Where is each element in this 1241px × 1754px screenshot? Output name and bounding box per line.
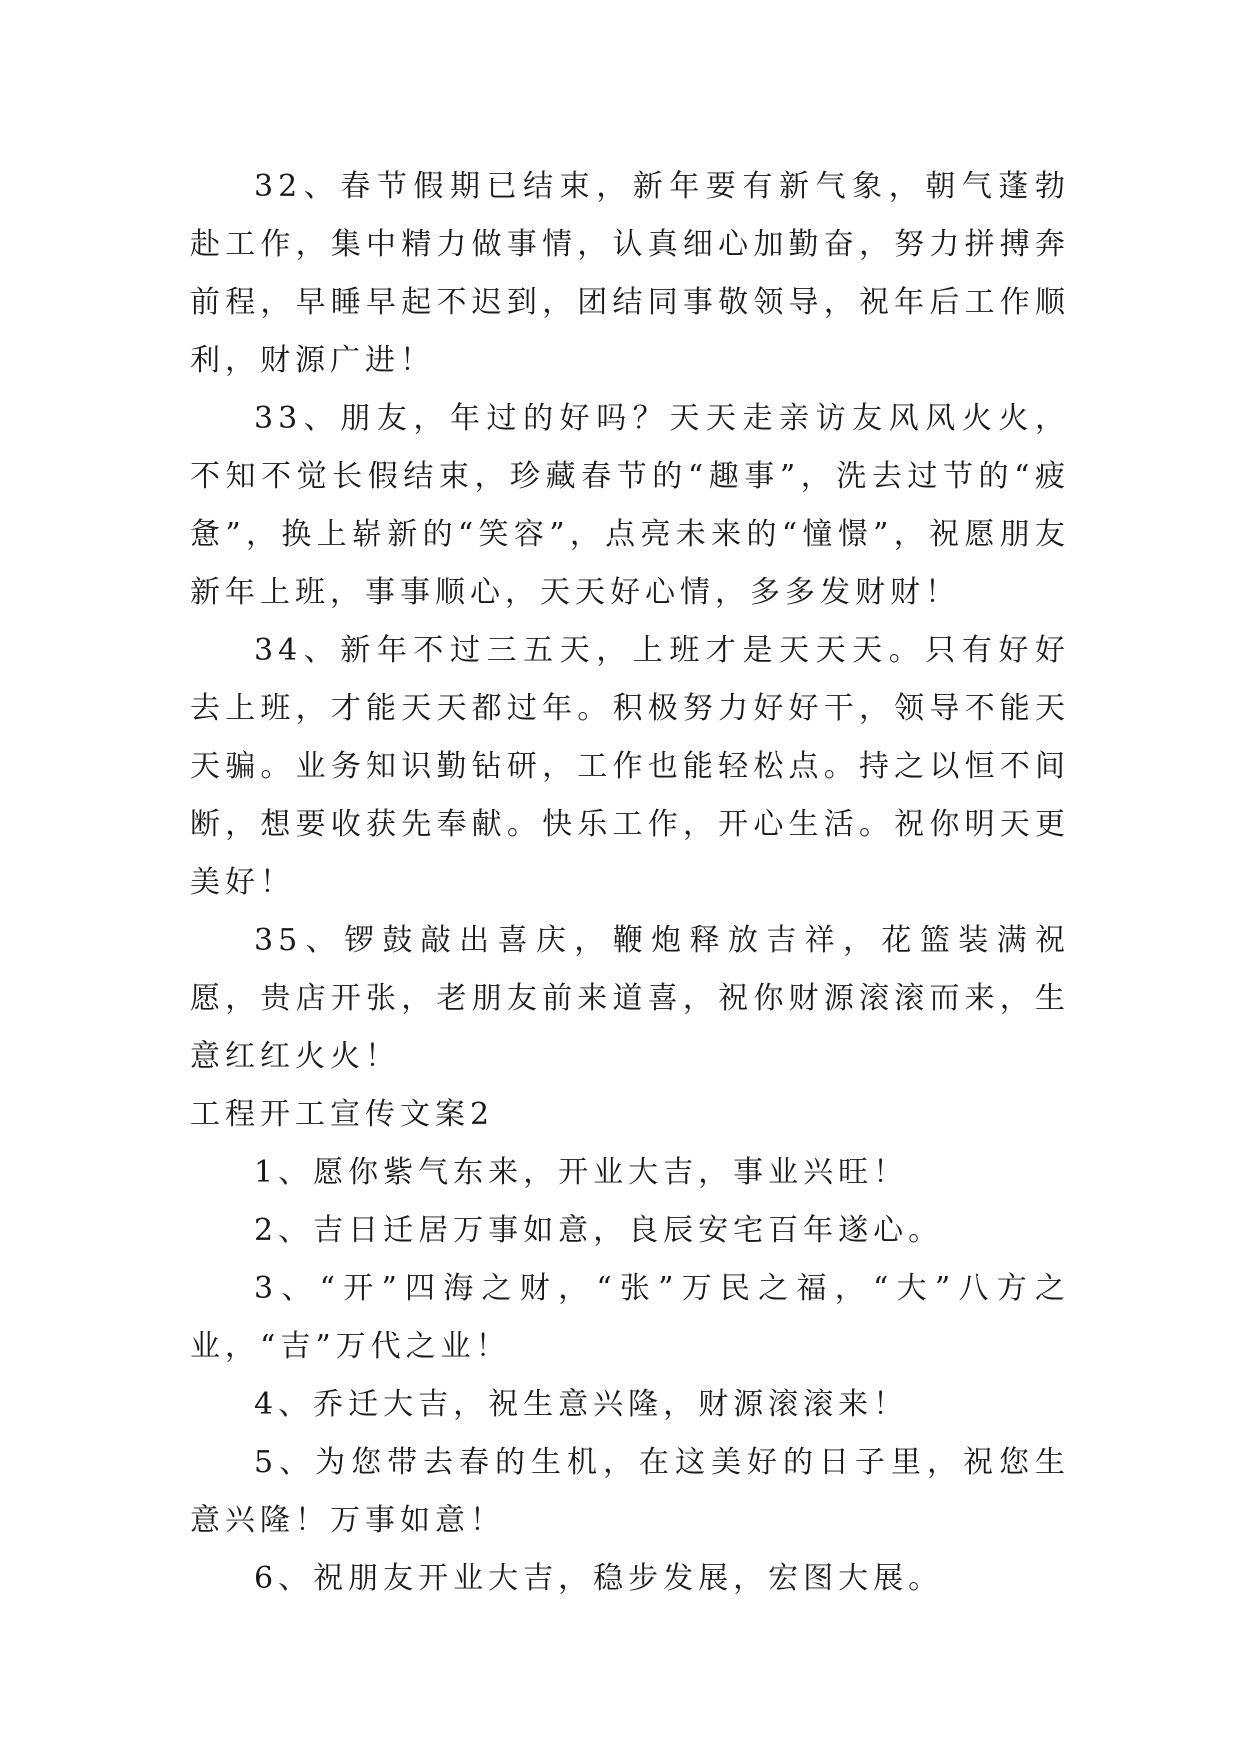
document-body xyxy=(190,158,1070,1608)
paragraph-4: 4、乔迁大吉，祝生意兴隆，财源滚滚来！ xyxy=(254,1387,909,1422)
section-heading: 工程开工宣传文案2 xyxy=(190,1097,495,1132)
paragraph-33: 33、朋友，年过的好吗？天天走亲访友风风火火，不知不觉长假结束，珍藏春节的“趣事”，洗去过节的“疲惫”，换上崭新的“笑容”，点亮未来的“憧憬”，祝愿朋友新年上班，事事顺心，天天好心情，多多发财财！ xyxy=(190,401,1070,610)
paragraph-3: 3、“开”四海之财，“张”万民之福，“大”八方之业，“吉”万代之业！ xyxy=(190,1271,1070,1364)
paragraph-6: 6、祝朋友开业大吉，稳步发展，宏图大展。 xyxy=(254,1561,944,1596)
paragraph-35: 35、锣鼓敲出喜庆，鞭炮释放吉祥，花篮装满祝愿，贵店开张，老朋友前来道喜，祝你财源滚滚而来，生意红红火火！ xyxy=(190,923,1070,1074)
paragraph-34: 34、新年不过三五天，上班才是天天天。只有好好去上班，才能天天都过年。积极努力好好干，领导不能天天骗。业务知识勤钻研，工作也能轻松点。持之以恒不间断，想要收获先奉献。快乐工作，开心生活。祝你明天更美好！ xyxy=(190,633,1070,900)
paragraph-1: 1、愿你紫气东来，开业大吉，事业兴旺！ xyxy=(254,1155,909,1190)
paragraph-32: 32、春节假期已结束，新年要有新气象，朝气蓬勃赴工作，集中精力做事情，认真细心加勤奋，努力拼搏奔前程，早睡早起不迟到，团结同事敬领导，祝年后工作顺利，财源广进！ xyxy=(190,169,1070,378)
paragraph-5: 5、为您带去春的生机，在这美好的日子里，祝您生意兴隆！万事如意！ xyxy=(190,1445,1070,1538)
paragraph-2: 2、吉日迁居万事如意，良辰安宅百年遂心。 xyxy=(254,1213,944,1248)
